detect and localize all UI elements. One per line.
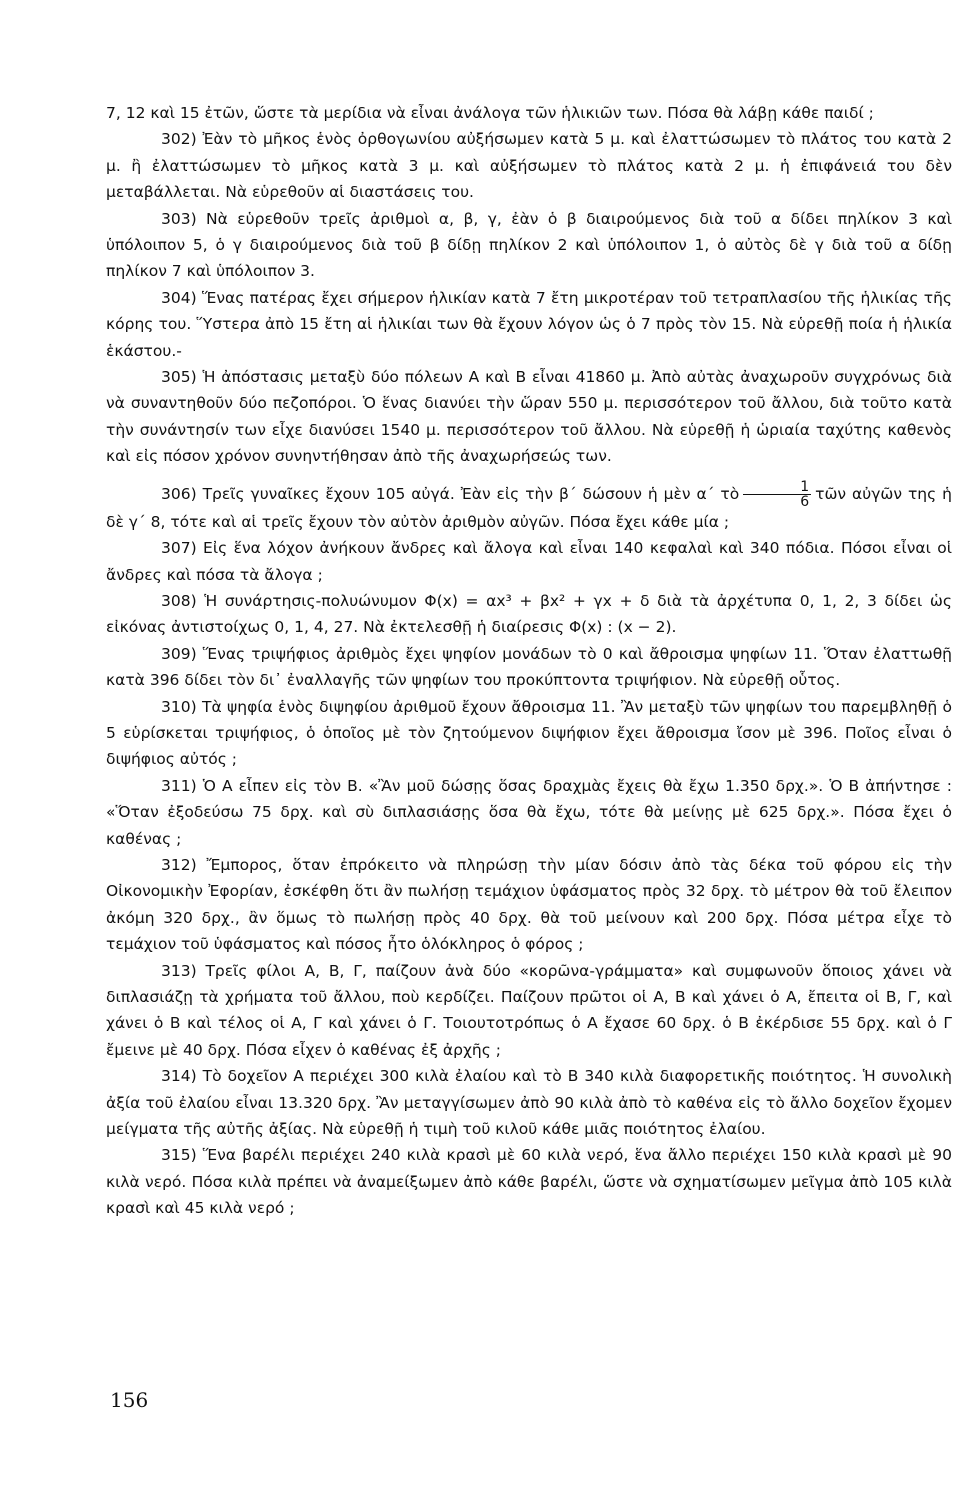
problem-313: 313) Τρεῖς φίλοι Α, Β, Γ, παίζουν ἀνὰ δύο «κορῶνα-γράμματα» καὶ συμφωνοῦν ὅποιος χάνει νὰ διπλασιάζῃ τὰ χρήματα τοῦ ἄλλου, ποὺ κερδίζει. Παίζουν πρῶτοι οἱ Α, Β καὶ χάνει ὁ Α, ἔπειτα οἱ Β, Γ, καὶ χάνει ὁ Β καὶ τέλος οἱ Α, Γ καὶ χάνει ὁ Γ. Τοιουτοτρόπως ὁ Α ἔχασε 60 δρχ. ὁ Β ἐκέρδισε 55 δρχ. καὶ ὁ Γ ἔμεινε μὲ 40 δρχ. Πόσα εἶχεν ὁ καθένας ἐξ ἀρχῆς ; <box>106 961 952 1059</box>
problem-306 <box>106 480 952 535</box>
problem-305: 305) Ἡ ἀπόστασις μεταξὺ δύο πόλεων Α καὶ Β εἶναι 41860 μ. Ἀπὸ αὐτὰς ἀναχωροῦν συγχρόνως διὰ νὰ συναντηθοῦν δύο πεζοπόροι. Ὁ ἕνας διανύει τὴν ὥραν 550 μ. περισσότερον τοῦ ἄλλου, διὰ τοῦτο κατὰ τὴν συνάντησίν των εἶχε διανύσει 1540 μ. περισσότερον τοῦ ἄλλου. Νὰ εὑρεθῇ ἡ ὡριαία ταχύτης καθενὸς καὶ εἰς πόσον χρόνον συνηντήθησαν ἀπὸ τῆς ἀναχωρήσεώς των. <box>106 368 952 466</box>
page-number: 156 <box>110 1388 149 1412</box>
problem-309: 309) Ἕνας τριψήφιος ἀριθμὸς ἔχει ψηφίον μονάδων τὸ 0 καὶ ἄθροισμα ψηφίων 11. Ὅταν ἐλαττωθῇ κατὰ 396 δίδει τὸν δι᾽ ἐναλλαγῆς τῶν ψηφίων του προκύπτοντα τριψήφιον. Νὰ εὑρεθῇ οὗτος. <box>106 644 952 690</box>
problem-307: 307) Εἰς ἕνα λόχον ἀνήκουν ἄνδρες καὶ ἄλογα καὶ εἶναι 140 κεφαλαὶ καὶ 340 πόδια. Πόσοι εἶναι οἱ ἄνδρες καὶ πόσα τὰ ἄλογα ; <box>106 539 952 584</box>
problem-314: 314) Τὸ δοχεῖον Α περιέχει 300 κιλὰ ἐλαίου καὶ τὸ Β 340 κιλὰ διαφορετικῆς ποιότητος. Ἡ συνολικὴ ἀξία τοῦ ἐλαίου εἶναι 13.320 δρχ. Ἂν μεταγγίσωμεν ἀπὸ 90 κιλὰ ἀπὸ τὸ καθένα εἰς τὸ ἄλλο δοχεῖον ἔχομεν μείγματα τῆς αὐτῆς ἀξίας. Νὰ εὑρεθῇ ἡ τιμὴ τοῦ κιλοῦ κάθε μιᾶς ποιότητος ἐλαίου. <box>106 1067 952 1139</box>
problem-306-text-start: 306) Τρεῖς γυναῖκες ἔχουν 105 αὐγά. Ἐὰν εἰς τὴν β΄ δώσουν ἡ μὲν α΄ τὸ <box>161 484 740 503</box>
problem-306-text-end: τῶν αὐγῶν της ἡ δὲ γ΄ 8, τότε καὶ αἱ τρεῖς ἔχουν τὸν αὐτὸν ἀριθμὸν αὐγῶν. Πόσα ἔχει κάθε μία ; <box>106 484 952 531</box>
fraction-numerator: 1 <box>743 480 811 495</box>
problem-302: 302) Ἐὰν τὸ μῆκος ἑνὸς ὀρθογωνίου αὐξήσωμεν κατὰ 5 μ. καὶ ἐλαττώσωμεν τὸ πλάτος του κατὰ 2 μ. ἢ ἐλαττώσωμεν τὸ μῆκος κατὰ 3 μ. καὶ αὐξήσωμεν τὸ πλάτος κατὰ 2 μ. ἡ ἐπιφάνειά του δὲν μεταβάλλεται. Νὰ εὑρεθοῦν αἱ διαστάσεις του. <box>106 130 952 202</box>
problem-311: 311) Ὁ Α εἶπεν εἰς τὸν Β. «Ἂν μοῦ δώσῃς ὅσας δραχμὰς ἔχεις θὰ ἔχω 1.350 δρχ.». Ὁ Β ἀπήντησε : «Ὅταν ἐξοδεύσω 75 δρχ. καὶ σὺ διπλασιάσῃς ὅσα θὰ ἔχω, τότε θὰ μείνῃς μὲ 625 δρχ.». Πόσα ἔχει ὁ καθένας ; <box>106 776 952 848</box>
problem-text-block <box>106 100 952 1222</box>
problem-303: 303) Νὰ εὑρεθοῦν τρεῖς ἀριθμοὶ α, β, γ, ἐὰν ὁ β διαιρούμενος διὰ τοῦ α δίδει πηλίκον 3 καὶ ὑπόλοιπον 5, ὁ γ διαιρούμενος διὰ τοῦ β δίδῃ πηλίκον 2 καὶ ὑπόλοιπον 1, ὁ αὐτὸς δὲ γ διὰ τοῦ α δίδῃ πηλίκον 7 καὶ ὑπόλοιπον 3. <box>106 209 952 281</box>
problem-315: 315) Ἕνα βαρέλι περιέχει 240 κιλὰ κρασὶ μὲ 60 κιλὰ νερό, ἕνα ἄλλο περιέχει 150 κιλὰ κρασὶ μὲ 90 κιλὰ νερό. Πόσα κιλὰ πρέπει νὰ ἀναμείξωμεν ἀπὸ κάθε βαρέλι, ὥστε νὰ σχηματίσωμεν μεῖγμα ἀπὸ 105 κιλὰ κρασὶ καὶ 45 κιλὰ νερό ; <box>106 1146 952 1218</box>
problem-308: 308) Ἡ συνάρτησις-πολυώνυμον Φ(x) = αx³ + βx² + γx + δ διὰ τὰ ἀρχέτυπα 0, 1, 2, 3 δίδει ὡς εἰκόνας ἀντιστοίχως 0, 1, 4, 27. Νὰ ἐκτελεσθῇ ἡ διαίρεσις Φ(x) : (x − 2). <box>106 591 952 637</box>
problem-310: 310) Τὰ ψηφία ἑνὸς διψηφίου ἀριθμοῦ ἔχουν ἄθροισμα 11. Ἂν μεταξὺ τῶν ψηφίων του παρεμβληθῇ ὁ 5 εὑρίσκεται τριψήφιος, ὁ ὁποῖος μὲ τὸν ζητούμενον διψήφιον ἔχει ἄθροισμα ἴσον μὲ 396. Ποῖος εἶναι ὁ διψήφιος αὐτός ; <box>106 697 952 769</box>
problem-304: 304) Ἕνας πατέρας ἔχει σήμερον ἡλικίαν κατὰ 7 ἔτη μικροτέραν τοῦ τετραπλασίου τῆς ἡλικίας τῆς κόρης του. Ὕστερα ἀπὸ 15 ἔτη αἱ ἡλικίαι των θὰ ἔχουν λόγον ὡς ὁ 7 πρὸς τὸν 15. Νὰ εὑρεθῇ ποία ἡ ἡλικία ἑκάστου.- <box>106 288 952 360</box>
fraction-denominator: 6 <box>800 493 810 510</box>
problem-312: 312) Ἔμπορος, ὅταν ἐπρόκειτο νὰ πληρώσῃ τὴν μίαν δόσιν ἀπὸ τὰς δέκα τοῦ φόρου εἰς τὴν Οἰκονομικὴν Ἐφορίαν, ἐσκέφθη ὅτι ἂν πωλήσῃ τεμάχιον ὑφάσματος πρὸς 32 δρχ. τὸ μέτρον θὰ τοῦ ἔλειπον ἀκόμη 320 δρχ., ἂν ὅμως τὸ πωλήσῃ πρὸς 40 δρχ. θὰ τοῦ μείνουν καὶ 200 δρχ. Πόσα μέτρα εἶχε τὸ τεμάχιον τοῦ ὑφάσματος καὶ πόσος ἦτο ὁλόκληρος ὁ φόρος ; <box>106 855 952 954</box>
problem-301-continuation: 7, 12 καὶ 15 ἐτῶν, ὥστε τὰ μερίδια νὰ εἶναι ἀνάλογα τῶν ἡλικιῶν των. Πόσα θὰ λάβῃ κάθε παιδί ; <box>106 104 874 122</box>
fraction-one-sixth <box>743 480 811 509</box>
